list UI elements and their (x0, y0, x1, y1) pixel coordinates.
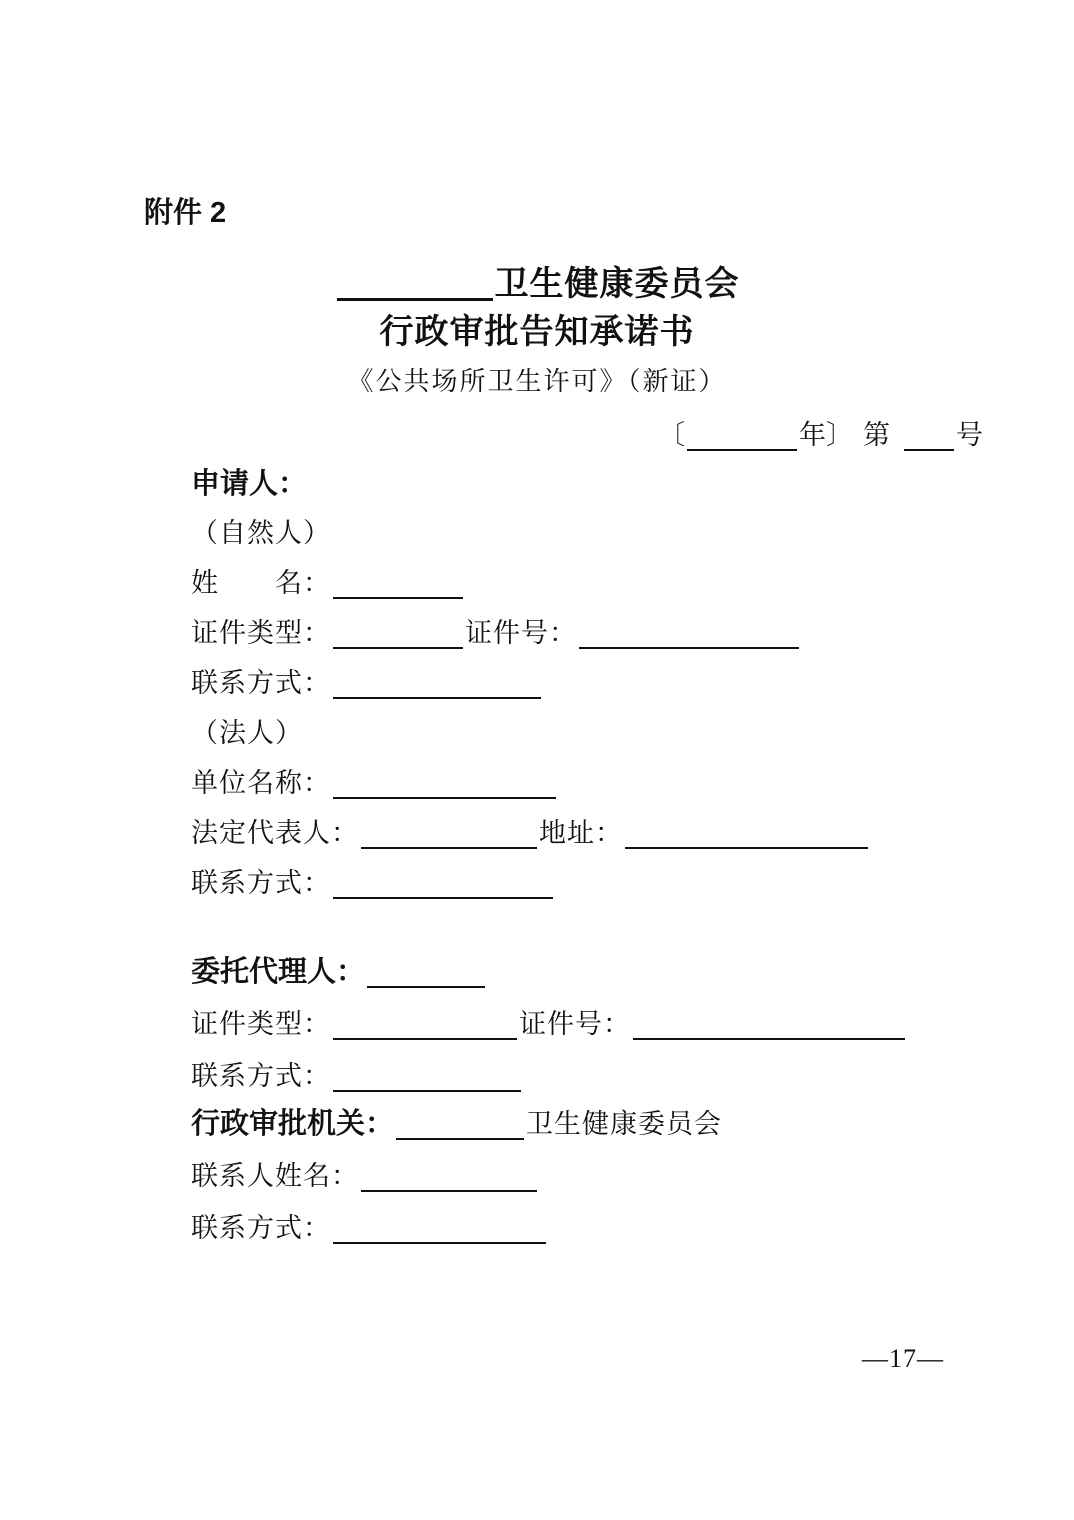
legal-rep-row (191, 811, 870, 850)
contact-row-authority (191, 1206, 548, 1245)
contact-row-natural (191, 661, 543, 700)
agent-blank (367, 959, 485, 988)
contact-blank (333, 1065, 521, 1092)
contact-name-blank (361, 1165, 537, 1192)
docno-open-bracket: 〔 (658, 420, 685, 450)
contact-blank (333, 872, 553, 899)
org-name-label: 单位名称： (191, 768, 331, 798)
org-name-blank (333, 772, 556, 799)
title-org-text: 卫生健康委员会 (494, 266, 740, 303)
contact-row-legal (191, 861, 555, 900)
authority-blank (396, 1113, 524, 1140)
docno-no-suffix: 号 (956, 420, 983, 450)
natural-person-label: （自然人） (191, 518, 331, 548)
contact-name-row (191, 1154, 539, 1193)
id-type-label: 证件类型： (191, 1009, 331, 1039)
docno-number-blank (904, 424, 954, 451)
contact-blank (333, 672, 541, 699)
docno-year-blank (687, 424, 797, 451)
title-main: 行政审批告知承诺书 (379, 314, 695, 351)
id-type-label: 证件类型： (191, 618, 331, 648)
document-number-line (658, 413, 983, 452)
page-number: —17— (862, 1344, 944, 1373)
id-no-label: 证件号： (465, 618, 577, 648)
id-type-blank (333, 622, 463, 649)
contact-label: 联系方式： (191, 868, 331, 898)
agent-heading: 委托代理人： (191, 956, 366, 988)
agent-row (191, 949, 487, 990)
title-org-blank (337, 267, 493, 301)
id-row-natural (191, 611, 801, 650)
id-no-label: 证件号： (519, 1009, 631, 1039)
id-row-agent (191, 1002, 907, 1041)
authority-heading: 行政审批机关： (191, 1108, 395, 1140)
id-type-blank (333, 1013, 517, 1040)
contact-row-agent (191, 1054, 523, 1093)
legal-rep-label: 法定代表人： (191, 818, 359, 848)
authority-row (191, 1101, 722, 1142)
org-name-row (191, 761, 558, 800)
contact-name-label: 联系人姓名： (191, 1161, 359, 1191)
contact-label: 联系方式： (191, 1213, 331, 1243)
name-label: 姓 名： (191, 568, 331, 598)
id-no-blank (579, 622, 799, 649)
contact-blank (333, 1217, 546, 1244)
name-blank (333, 572, 463, 599)
address-blank (625, 822, 868, 849)
address-label: 地址： (539, 818, 623, 848)
docno-no-prefix: 第 (863, 420, 890, 450)
authority-suffix: 卫生健康委员会 (526, 1109, 723, 1139)
contact-label: 联系方式： (191, 668, 331, 698)
id-no-blank (633, 1013, 905, 1040)
legal-rep-blank (361, 822, 537, 849)
legal-person-label: （法人） (191, 718, 303, 748)
docno-year-close: 年〕 (799, 420, 853, 450)
attachment-label: 附件 2 (144, 197, 227, 229)
applicant-heading: 申请人： (191, 468, 308, 500)
name-row (191, 561, 465, 600)
document-subtitle: 《公共场所卫生许可》（新证） (347, 367, 727, 396)
title-org-line (0, 256, 1074, 305)
contact-label: 联系方式： (191, 1061, 331, 1091)
